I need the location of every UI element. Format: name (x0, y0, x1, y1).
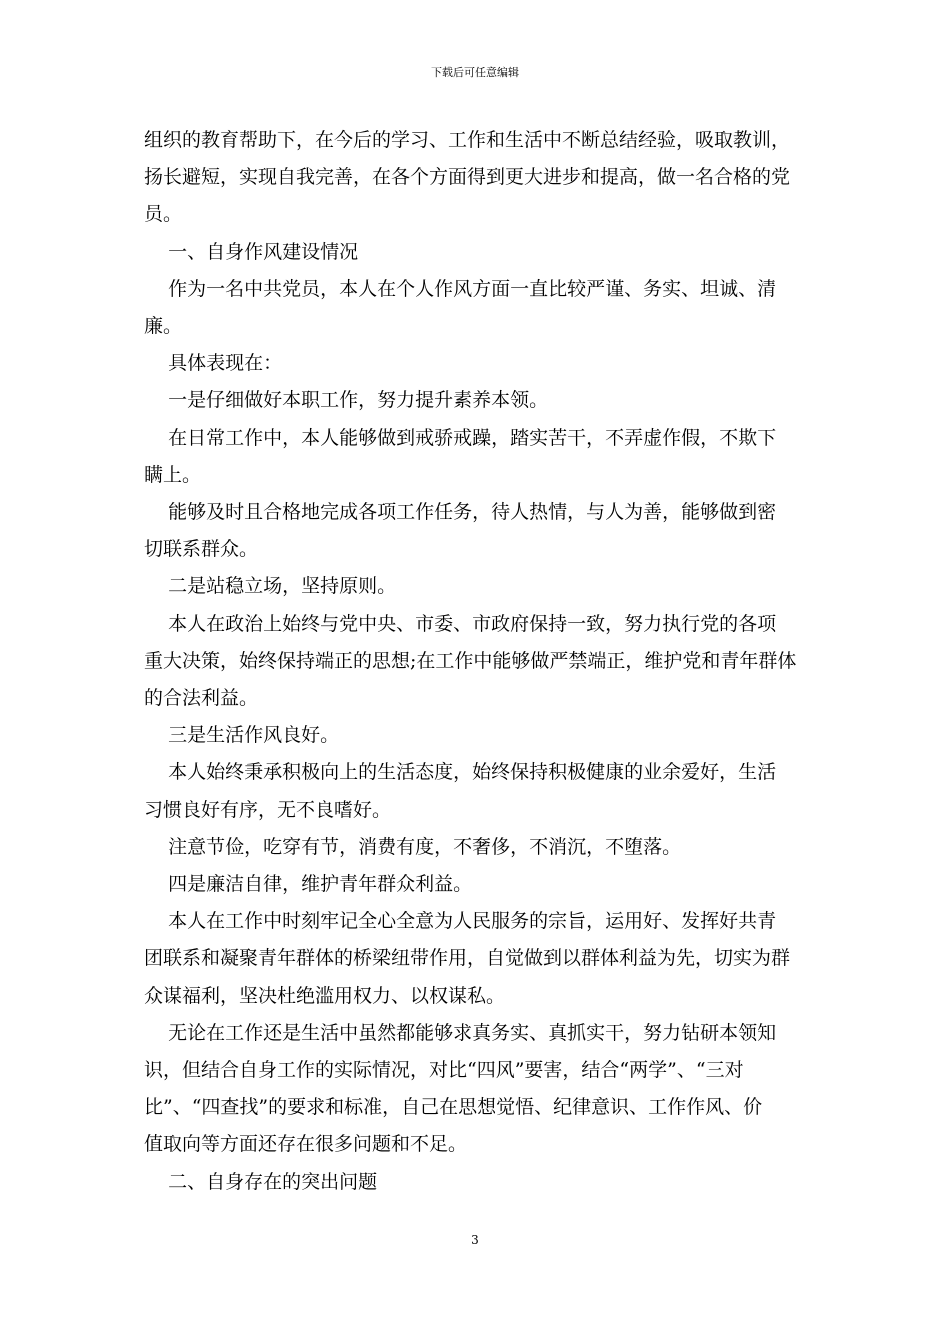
document-body (144, 122, 809, 1201)
text-line: 无论在工作还是生活中虽然都能够求真务实、真抓实干，努力钻研本领知 (144, 1021, 777, 1044)
text-line: 能够及时且合格地完成各项工作任务，待人热情，与人为善，能够做到密 (144, 501, 777, 524)
text-line: 本人在工作中时刻牢记全心全意为人民服务的宗旨，运用好、发挥好共青 (144, 910, 777, 933)
page-header (0, 66, 950, 80)
text-line: 员。 (144, 203, 183, 226)
page-number: 3 (471, 1233, 479, 1247)
text-line: 切联系群众。 (144, 538, 259, 561)
text-line: 值取向等方面还存在很多问题和不足。 (144, 1133, 468, 1156)
text-line: 本人在政治上始终与党中央、市委、市政府保持一致，努力执行党的各项 (144, 612, 777, 635)
page-footer (0, 1233, 950, 1247)
section-heading: 二、自身存在的突出问题 (144, 1170, 378, 1193)
text-line: 的合法利益。 (144, 687, 259, 710)
text-line: 比”、“四查找”的要求和标准，自己在思想觉悟、纪律意识、工作作风、价 (144, 1096, 763, 1119)
text-line: 一是仔细做好本职工作，努力提升素养本领。 (144, 389, 549, 412)
text-line: 在日常工作中，本人能够做到戒骄戒躁，踏实苦干，不弄虚作假，不欺下 (144, 426, 777, 449)
text-line: 扬长避短，实现自我完善，在各个方面得到更大进步和提高，做一名合格的党 (144, 166, 791, 189)
text-line: 二是站稳立场，坚持原则。 (144, 575, 397, 598)
text-line: 组织的教育帮助下，在今后的学习、工作和生活中不断总结经验，吸取教训， (144, 129, 791, 151)
text-line: 团联系和凝聚青年群体的桥梁纽带作用，自觉做到以群体利益为先，切实为群 (144, 947, 791, 970)
text-line: 本人始终秉承积极向上的生活态度，始终保持积极健康的业余爱好，生活 (144, 761, 777, 784)
text-line: 众谋福利，坚决杜绝滥用权力、以权谋私。 (144, 984, 506, 1007)
section-heading: 一、自身作风建设情况 (144, 240, 359, 263)
text-line: 四是廉洁自律，维护青年群众利益。 (144, 873, 473, 896)
text-line: 重大决策，始终保持端正的思想;在工作中能够做严禁端正，维护党和青年群体 (144, 649, 797, 672)
text-line: 作为一名中共党员，本人在个人作风方面一直比较严谨、务实、坦诚、清 (144, 277, 777, 300)
header-note: 下载后可任意编辑 (431, 66, 519, 79)
text-line: 具体表现在： (144, 352, 283, 375)
text-line: 廉。 (144, 315, 183, 338)
text-line: 习惯良好有序，无不良嗜好。 (144, 798, 392, 821)
text-line: 识，但结合自身工作的实际情况，对比“四风”要害，结合“两学”、“三对 (144, 1059, 744, 1082)
text-line: 瞒上。 (144, 463, 202, 486)
text-line: 三是生活作风良好。 (144, 724, 340, 747)
text-line: 注意节俭，吃穿有节，消费有度，不奢侈，不消沉，不堕落。 (144, 835, 682, 858)
